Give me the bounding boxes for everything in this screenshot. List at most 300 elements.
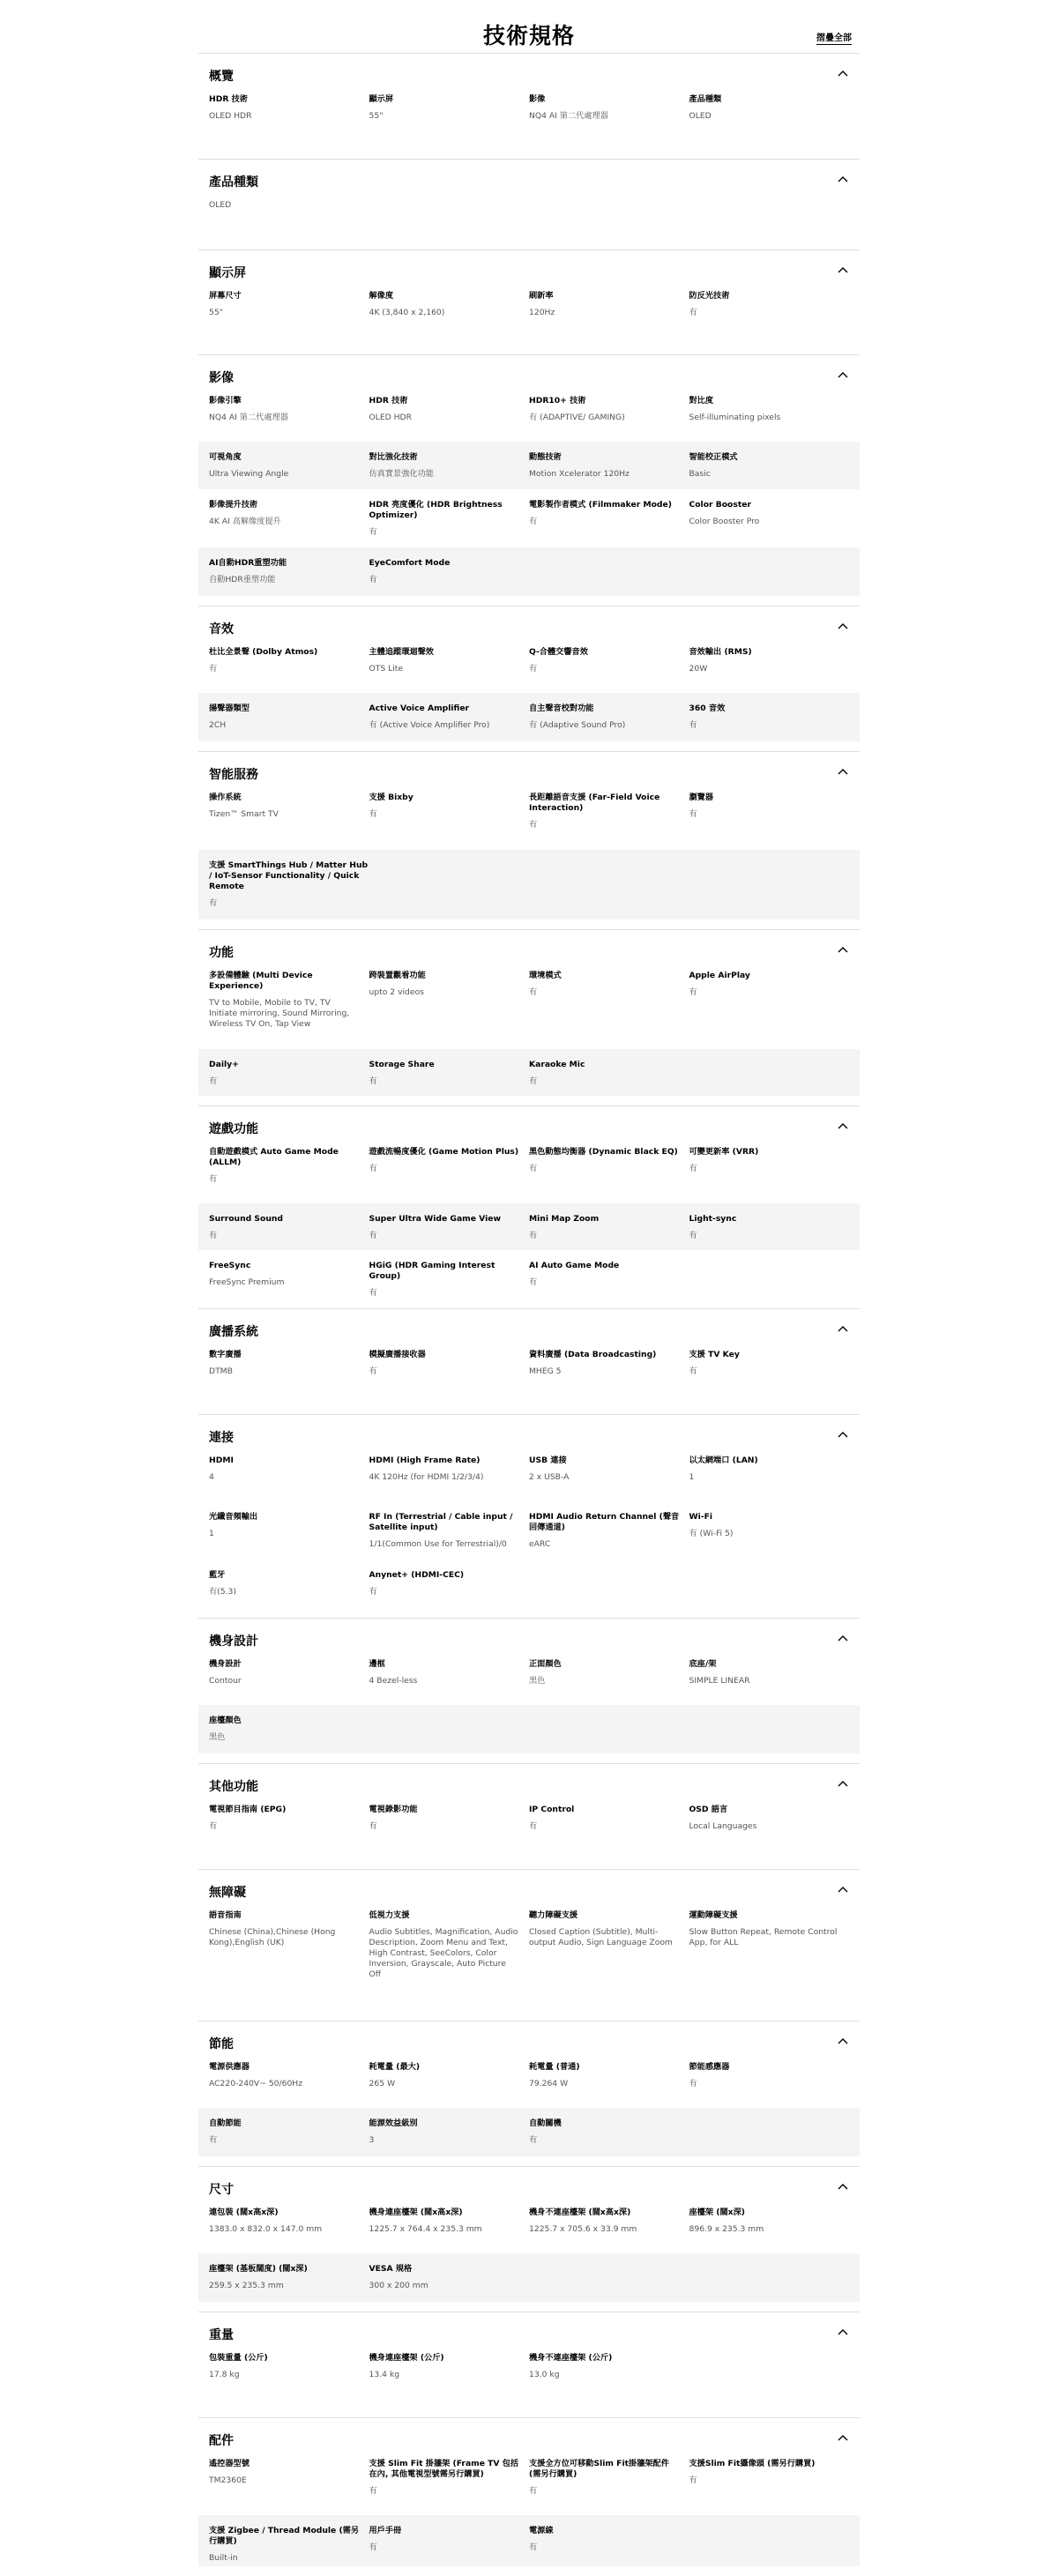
spec-value: 13.4 kg: [369, 2370, 400, 2379]
spec-value: 1225.7 x 764.4 x 235.3 mm: [369, 2224, 482, 2234]
collapse-all-link[interactable]: 摺疊全部: [816, 30, 852, 45]
section-title: 其他功能: [209, 1780, 258, 1794]
section-title: 功能: [209, 946, 234, 960]
section-spacer: [198, 1096, 860, 1106]
section-title: 尺寸: [209, 2183, 234, 2197]
spec-item: [529, 94, 689, 149]
spec-item: [689, 291, 850, 345]
spec-value: Contour: [209, 1676, 242, 1686]
spec-item: [369, 2459, 530, 2515]
spec-row: [198, 793, 860, 850]
spec-item: [689, 1910, 850, 2011]
spec-value: 2CH: [209, 720, 227, 730]
spec-item: [209, 860, 369, 919]
spec-value: Color Booster Pro: [689, 517, 760, 526]
chevron-up-icon[interactable]: [837, 370, 849, 381]
spec-sections: [198, 53, 860, 2576]
spec-item: [689, 647, 850, 693]
spec-value: 黑色: [529, 1676, 546, 1686]
spec-item: [369, 500, 530, 547]
spec-row: [198, 200, 860, 240]
section-header[interactable]: [198, 1870, 860, 1910]
spec-value: 自動HDR重塑功能: [209, 575, 276, 584]
spec-value: 有: [369, 1587, 377, 1597]
spec-value: Built-in: [209, 2553, 238, 2563]
spec-label: 360 音效: [689, 704, 726, 713]
spec-item: [689, 452, 850, 489]
spec-label: 影像引擎: [209, 396, 242, 406]
spec-item: [529, 2353, 689, 2408]
section-header[interactable]: [198, 2021, 860, 2062]
spec-label: 跨裝置觀看功能: [369, 971, 426, 980]
section-header[interactable]: [198, 1619, 860, 1659]
spec-item: [689, 2062, 850, 2108]
spec-value: 有: [369, 1076, 377, 1086]
spec-section: [198, 2021, 860, 2166]
spec-item: [209, 2459, 369, 2515]
spec-value: 有: [689, 1231, 697, 1240]
spec-value: eARC: [529, 1539, 551, 1549]
spec-value: 1383.0 x 832.0 x 147.0 mm: [209, 2224, 323, 2234]
section-title: 連接: [209, 1431, 234, 1445]
spec-label: Color Booster: [689, 500, 751, 510]
spec-label: 資料廣播 (Data Broadcasting): [529, 1350, 657, 1359]
spec-item: [529, 2526, 689, 2566]
spec-label: 電源線: [529, 2526, 554, 2535]
section-header[interactable]: [198, 2312, 860, 2353]
spec-value: 896.9 x 235.3 mm: [689, 2224, 764, 2234]
spec-item: [529, 1214, 689, 1250]
spec-item: [689, 704, 850, 741]
spec-label: 產品種類: [689, 94, 722, 104]
spec-item: [689, 1147, 850, 1203]
spec-value: 有: [369, 2542, 377, 2552]
spec-label: HDR 技術: [369, 396, 408, 406]
spec-label: 邊框: [369, 1659, 385, 1669]
spec-item: [369, 1512, 530, 1560]
chevron-up-icon[interactable]: [837, 945, 849, 956]
spec-item: [529, 2062, 689, 2108]
spec-item: [529, 2118, 689, 2156]
spec-item: [529, 2459, 689, 2515]
spec-item: [689, 500, 850, 547]
section-spacer: [198, 1404, 860, 1414]
spec-section: [198, 1763, 860, 1869]
spec-label: 機身連座檯架 (闊x高x深): [369, 2207, 463, 2217]
section-title: 智能服務: [209, 768, 258, 782]
spec-label: Light-sync: [689, 1214, 737, 1224]
spec-value: 265 W: [369, 2079, 396, 2088]
spec-value: 3: [369, 2135, 375, 2145]
section-header[interactable]: [198, 752, 860, 793]
spec-label: Active Voice Amplifier: [369, 704, 470, 713]
spec-item: [209, 291, 369, 345]
spec-item: [369, 971, 530, 1049]
section-title: 遊戲功能: [209, 1122, 258, 1136]
spec-item: [369, 1350, 530, 1404]
spec-item: [369, 704, 530, 741]
spec-item: [209, 2207, 369, 2253]
spec-section: [198, 606, 860, 751]
spec-item: [209, 2353, 369, 2408]
spec-section: [198, 1414, 860, 1618]
spec-section: [198, 249, 860, 354]
spec-value: TM2360E: [209, 2475, 247, 2485]
spec-section: [198, 354, 860, 606]
spec-label: 支援 TV Key: [689, 1350, 740, 1359]
spec-item: [369, 647, 530, 693]
spec-item: [529, 500, 689, 547]
spec-label: 用戶手冊: [369, 2526, 402, 2535]
spec-section: [198, 2312, 860, 2417]
spec-section: [198, 2417, 860, 2576]
spec-row: [198, 94, 860, 149]
spec-label: 主體追蹤環迴聲效: [369, 647, 434, 657]
spec-label: 音效輸出 (RMS): [689, 647, 752, 657]
spec-item: [209, 793, 369, 850]
spec-value: Local Languages: [689, 1821, 757, 1831]
section-spacer: [198, 345, 860, 354]
spec-item: [209, 647, 369, 693]
spec-value: 1: [689, 1472, 695, 1482]
spec-value: 有: [369, 575, 377, 584]
spec-item: [689, 1350, 850, 1404]
spec-item: [529, 1805, 689, 1859]
spec-label: 語音指南: [209, 1910, 242, 1920]
spec-item: [209, 1512, 369, 1560]
spec-label: 智能校正模式: [689, 452, 738, 462]
spec-value: 有: [689, 809, 697, 819]
spec-label: 杜比全景聲 (Dolby Atmos): [209, 647, 318, 657]
spec-label: 節能感應器: [689, 2062, 730, 2072]
spec-row: [198, 2253, 860, 2302]
spec-value: 有: [689, 2079, 697, 2088]
section-header[interactable]: [198, 1764, 860, 1805]
section-title: 影像: [209, 371, 234, 385]
spec-value: 有: [369, 2486, 377, 2496]
spec-label: 顯示屏: [369, 94, 394, 104]
section-header[interactable]: [198, 1415, 860, 1456]
spec-item: [369, 2118, 530, 2156]
spec-item: [689, 2207, 850, 2253]
spec-value: 有: [529, 1821, 538, 1831]
spec-row: [198, 2459, 860, 2515]
spec-item: [209, 94, 369, 149]
spec-row: [198, 1147, 860, 1203]
spec-item: [209, 2264, 369, 2302]
section-header[interactable]: [198, 1106, 860, 1147]
spec-value: 4K 120Hz (for HDMI 1/2/3/4): [369, 1472, 484, 1482]
section-header[interactable]: [198, 2418, 860, 2459]
spec-label: Surround Sound: [209, 1214, 283, 1224]
spec-label: 對比強化技術: [369, 452, 418, 462]
section-title: 顯示屏: [209, 266, 246, 280]
section-header[interactable]: [198, 1309, 860, 1350]
spec-item: [529, 452, 689, 489]
spec-value: 有: [209, 1174, 218, 1184]
section-spacer: [198, 240, 860, 249]
spec-item: [209, 2526, 369, 2566]
spec-label: 支援Slim Fit攝像頭 (需另行購買): [689, 2459, 816, 2468]
spec-label: 刷新率: [529, 291, 554, 301]
spec-label: AI Auto Game Mode: [529, 1261, 620, 1270]
spec-label: 以太網端口 (LAN): [689, 1456, 758, 1465]
spec-label: 可視角度: [209, 452, 242, 462]
specs-header: [198, 0, 860, 53]
spec-value: 有: [209, 1231, 218, 1240]
spec-item: [209, 1350, 369, 1404]
spec-value: Self-illuminating pixels: [689, 413, 781, 422]
spec-value: 4K (3,840 x 2,160): [369, 308, 445, 317]
spec-value: 120Hz: [529, 308, 555, 317]
spec-item: [689, 1512, 850, 1560]
chevron-up-icon[interactable]: [837, 1779, 849, 1790]
spec-value: 有: [369, 1164, 377, 1173]
spec-label: HGiG (HDR Gaming Interest Group): [369, 1261, 495, 1281]
spec-label: 長距離語音支援 (Far-Field Voice Interaction): [529, 793, 660, 813]
spec-label: 座檯顏色: [209, 1716, 242, 1725]
spec-value: 有: [209, 1076, 218, 1086]
section-spacer: [198, 2156, 860, 2166]
spec-value: 有: [529, 517, 538, 526]
spec-row: [198, 291, 860, 345]
spec-label: 機身連座檯架 (公斤): [369, 2353, 444, 2363]
section-header[interactable]: [198, 355, 860, 396]
chevron-up-icon[interactable]: [837, 2036, 849, 2047]
chevron-up-icon[interactable]: [837, 1430, 849, 1441]
spec-row: [198, 693, 860, 741]
spec-value: OLED: [209, 200, 232, 210]
spec-item: [209, 1659, 369, 1705]
spec-value: 4K AI 高解像度提升: [209, 517, 281, 526]
spec-item: [209, 2118, 369, 2156]
spec-value: 有: [529, 1164, 538, 1173]
spec-value: 79.264 W: [529, 2079, 569, 2088]
chevron-up-icon[interactable]: [837, 1324, 849, 1335]
spec-value: DTMB: [209, 1366, 233, 1376]
spec-label: 低視力支援: [369, 1910, 410, 1920]
spec-value: Basic: [689, 469, 711, 479]
spec-item: [209, 396, 369, 442]
spec-value: Motion Xcelerator 120Hz: [529, 469, 630, 479]
chevron-up-icon[interactable]: [837, 767, 849, 778]
spec-label: 可變更新率 (VRR): [689, 1147, 759, 1157]
section-spacer: [198, 2566, 860, 2576]
spec-value: Tizen™ Smart TV: [209, 809, 279, 819]
spec-label: 耗電量 (最大): [369, 2062, 421, 2072]
section-spacer: [198, 919, 860, 929]
spec-value: 有: [529, 2135, 538, 2145]
spec-item: [529, 971, 689, 1049]
chevron-up-icon[interactable]: [837, 175, 849, 185]
spec-section: [198, 1106, 860, 1308]
spec-item: [209, 1261, 369, 1299]
section-title: 概覽: [209, 70, 234, 84]
section-spacer: [198, 1859, 860, 1869]
spec-label: HDR 亮度優化 (HDR Brightness Optimizer): [369, 500, 503, 520]
spec-label: OSD 語言: [689, 1805, 728, 1814]
chevron-up-icon[interactable]: [837, 69, 849, 79]
section-header[interactable]: [198, 930, 860, 971]
spec-item: [529, 1512, 689, 1560]
spec-value: 有: [209, 664, 218, 674]
spec-value: 55": [369, 111, 384, 121]
spec-label: 座檯架 (闊x深): [689, 2207, 745, 2217]
spec-value: OTS Lite: [369, 664, 404, 674]
spec-value: 17.8 kg: [209, 2370, 240, 2379]
spec-item: [689, 971, 850, 1049]
section-spacer: [198, 1299, 860, 1308]
spec-item: [209, 2062, 369, 2108]
spec-label: 多設備體驗 (Multi Device Experience): [209, 971, 313, 991]
spec-value: 1/1(Common Use for Terrestrial)/0: [369, 1539, 507, 1549]
spec-label: 支援 Bixby: [369, 793, 414, 802]
spec-label: 機身不連座檯架 (公斤): [529, 2353, 613, 2363]
spec-label: 影像提升技術: [209, 500, 258, 510]
spec-value: upto 2 videos: [369, 987, 424, 997]
spec-label: VESA 規格: [369, 2264, 413, 2274]
spec-label: 運動障礙支援: [689, 1910, 738, 1920]
spec-label: Karaoke Mic: [529, 1060, 585, 1069]
section-spacer: [198, 741, 860, 751]
spec-row: [198, 1501, 860, 1560]
spec-item: [529, 1060, 689, 1096]
section-header[interactable]: [198, 160, 860, 200]
spec-value: 有: [689, 987, 697, 997]
spec-value: 有 (Wi-Fi 5): [689, 1529, 734, 1538]
spec-item: [209, 704, 369, 741]
spec-value: Audio Subtitles, Magnification, Audio Description, Zoom Menu and Text, High Contrast, SeeColors, Color Inversion, Grayscale, Auto Picture Off: [369, 1927, 518, 1979]
spec-label: Q-合體交響音效: [529, 647, 588, 657]
spec-value: NQ4 AI 第二代處理器: [529, 111, 608, 121]
spec-row: [198, 1705, 860, 1753]
spec-item: [209, 1805, 369, 1859]
spec-label: 支援 Slim Fit 掛牆架 (Frame TV 包括在內, 其他電視型號需另行購買): [369, 2459, 519, 2479]
spec-row: [198, 1456, 860, 1501]
spec-label: HDR 技術: [209, 94, 248, 104]
spec-value: 有: [529, 987, 538, 997]
spec-item: [369, 2353, 530, 2408]
section-title: 產品種類: [209, 175, 258, 190]
spec-row: [198, 2353, 860, 2408]
spec-value: 1225.7 x 705.6 x 33.9 mm: [529, 2224, 637, 2234]
section-title: 重量: [209, 2328, 234, 2342]
spec-value: 有: [529, 1231, 538, 1240]
spec-row: [198, 850, 860, 919]
spec-value: AC220-240V~ 50/60Hz: [209, 2079, 303, 2088]
chevron-up-icon[interactable]: [837, 265, 849, 276]
spec-item: [369, 793, 530, 850]
spec-value: 有: [209, 898, 218, 908]
spec-value: 55": [209, 308, 223, 317]
spec-label: 機身不連座檯架 (闊x高x深): [529, 2207, 631, 2217]
spec-item: [369, 1910, 530, 2011]
spec-value: 有: [689, 1164, 697, 1173]
spec-item: [529, 793, 689, 850]
spec-row: [198, 1659, 860, 1705]
spec-item: [689, 94, 850, 149]
chevron-up-icon[interactable]: [837, 2182, 849, 2193]
spec-value: 有: [529, 820, 538, 830]
spec-item: [209, 1910, 369, 2011]
spec-label: HDR10+ 技術: [529, 396, 586, 406]
section-header[interactable]: [198, 2167, 860, 2207]
chevron-up-icon[interactable]: [837, 1885, 849, 1895]
section-title: 節能: [209, 2037, 234, 2051]
spec-label: 遙控器型號: [209, 2459, 250, 2468]
spec-item: [529, 1910, 689, 2011]
spec-label: 電影製作者模式 (Filmmaker Mode): [529, 500, 672, 510]
chevron-up-icon[interactable]: [837, 2433, 849, 2444]
section-spacer: [198, 2302, 860, 2312]
spec-value: Chinese (China),Chinese (Hong Kong),English (UK): [209, 1927, 336, 1947]
section-header[interactable]: [198, 607, 860, 647]
spec-item: [369, 291, 530, 345]
spec-value: 仿真實景強化功能: [369, 469, 434, 479]
section-spacer: [198, 1608, 860, 1618]
spec-item: [689, 1805, 850, 1859]
spec-item: [529, 291, 689, 345]
spec-row: [198, 547, 860, 596]
spec-label: Storage Share: [369, 1060, 435, 1069]
spec-label: Daily+: [209, 1060, 239, 1069]
spec-item: [529, 1659, 689, 1705]
spec-label: HDMI: [209, 1456, 234, 1465]
spec-value: OLED HDR: [209, 111, 252, 121]
chevron-up-icon[interactable]: [837, 2327, 849, 2338]
section-spacer: [198, 1753, 860, 1763]
spec-label: 座檯架 (基板闊度) (闊x深): [209, 2264, 308, 2274]
spec-value: 13.0 kg: [529, 2370, 560, 2379]
spec-label: 模擬廣播接收器: [369, 1350, 426, 1359]
section-title: 無障礙: [209, 1886, 246, 1900]
spec-item: [529, 1350, 689, 1404]
spec-item: [529, 396, 689, 442]
spec-section: [198, 1308, 860, 1414]
spec-row: [198, 489, 860, 547]
spec-label: 自主聲音校對功能: [529, 704, 594, 713]
spec-label: IP Control: [529, 1805, 575, 1814]
spec-item: [369, 2526, 530, 2566]
spec-value: 有(5.3): [209, 1587, 236, 1597]
spec-value: 有: [689, 308, 697, 317]
spec-item: [689, 1456, 850, 1501]
spec-value: 有: [529, 664, 538, 674]
spec-value: 有: [369, 527, 377, 537]
spec-item: [529, 1147, 689, 1203]
spec-label: 遊戲流暢度優化 (Game Motion Plus): [369, 1147, 519, 1157]
spec-label: FreeSync: [209, 1261, 251, 1270]
spec-label: 電視節目指南 (EPG): [209, 1805, 287, 1814]
spec-section: [198, 751, 860, 929]
spec-row: [198, 1560, 860, 1608]
spec-label: Super Ultra Wide Game View: [369, 1214, 501, 1224]
spec-item: [369, 1147, 530, 1203]
spec-value: 有: [529, 1277, 538, 1287]
specs-container: [198, 0, 860, 2576]
section-header[interactable]: [198, 54, 860, 94]
spec-item: [689, 1214, 850, 1250]
chevron-up-icon[interactable]: [837, 1634, 849, 1644]
section-header[interactable]: [198, 250, 860, 291]
chevron-up-icon[interactable]: [837, 622, 849, 632]
chevron-up-icon[interactable]: [837, 1121, 849, 1132]
spec-row: [198, 442, 860, 489]
spec-item: [369, 1570, 530, 1608]
spec-label: 屏幕尺寸: [209, 291, 242, 301]
spec-item: [209, 1456, 369, 1501]
spec-item: [369, 452, 530, 489]
